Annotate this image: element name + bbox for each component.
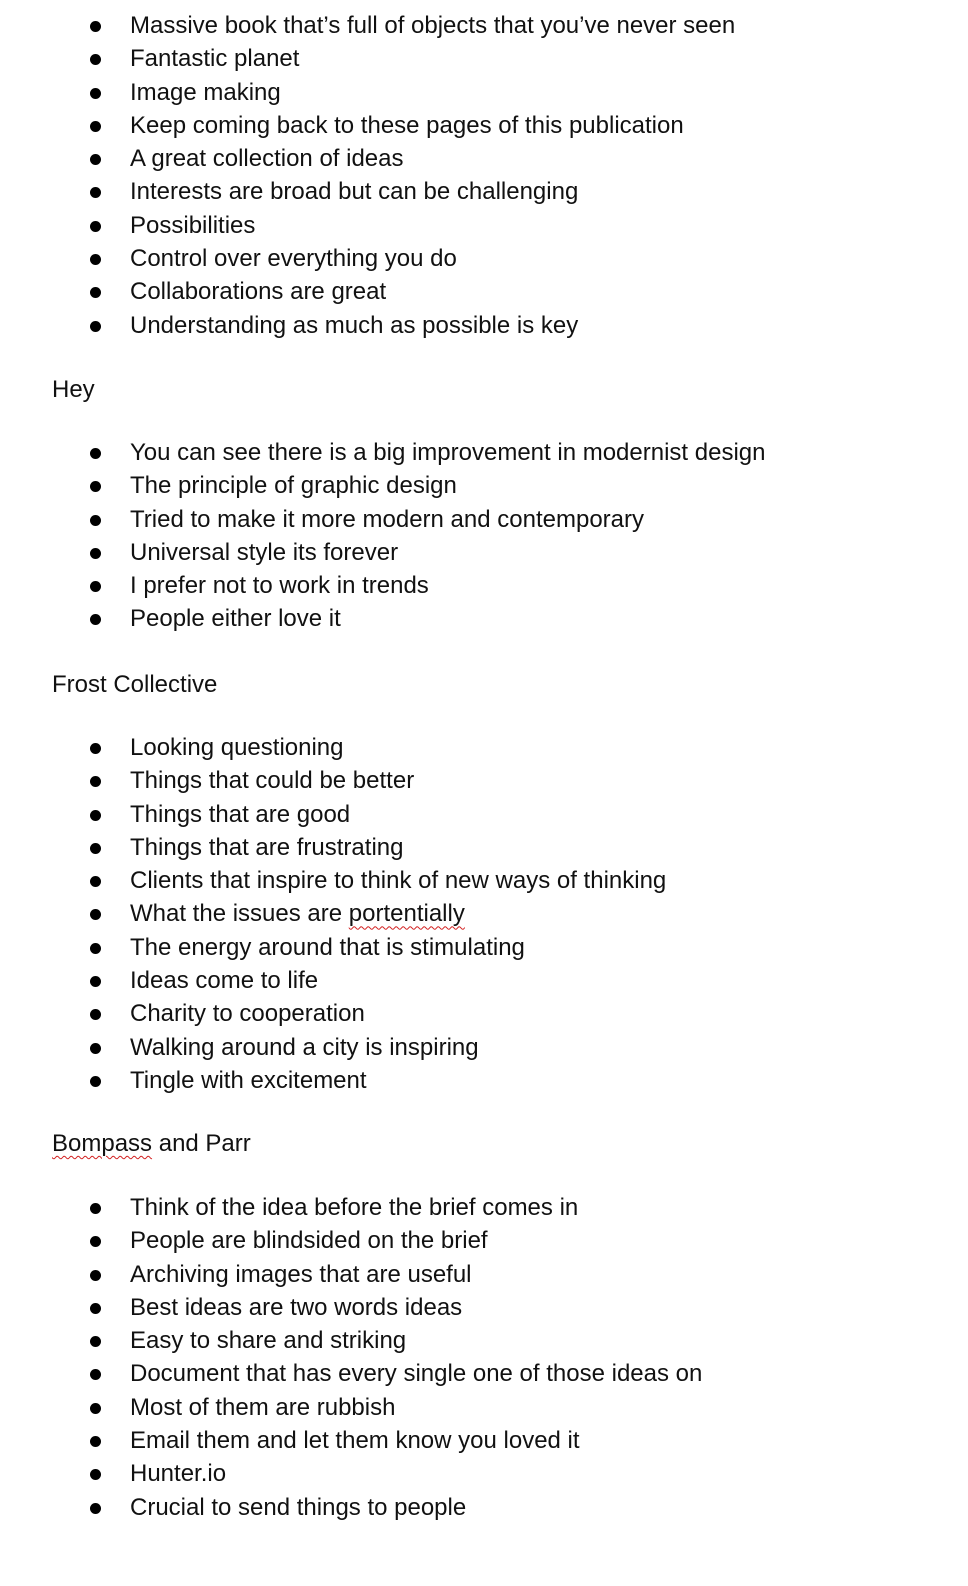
list-item-text: Easy to share and striking: [130, 1327, 407, 1355]
section-heading-hey: Hey: [52, 376, 95, 403]
list-item: [0, 1391, 968, 1424]
list-item: [0, 602, 968, 635]
bullet-icon: [90, 321, 101, 332]
list-item: [0, 1491, 968, 1524]
list-item: [0, 1291, 968, 1324]
bullet-icon: [90, 21, 101, 32]
list-item: [0, 831, 968, 864]
list-item-text: Charity to cooperation: [130, 1000, 365, 1028]
bullet-icon: [90, 54, 101, 65]
list-item-text: Walking around a city is inspiring: [130, 1033, 479, 1061]
list-item: [0, 1324, 968, 1357]
list-item: [0, 436, 968, 469]
list-item: [0, 864, 968, 897]
list-item-text: Collaborations are great: [130, 278, 387, 306]
list-item-text: Things that are frustrating: [130, 833, 404, 861]
list-item-text: The principle of graphic design: [130, 472, 457, 500]
list-item-text: Control over everything you do: [130, 245, 457, 273]
bullet-icon: [90, 1203, 101, 1214]
bullet-icon: [90, 1043, 101, 1054]
list-item: [0, 1457, 968, 1490]
list-item-text: Document that has every single one of those ideas on: [130, 1360, 703, 1388]
list-item: [0, 931, 968, 964]
bullet-icon: [90, 1236, 101, 1247]
bullet-icon: [90, 1469, 101, 1480]
list-item-text: Tingle with excitement: [130, 1066, 367, 1094]
list-item-text: Things that could be better: [130, 767, 415, 795]
bullet-icon: [90, 121, 101, 132]
list-item: [0, 309, 968, 342]
list-item-text: Most of them are rubbish: [130, 1393, 396, 1421]
bullet-icon: [90, 221, 101, 232]
list-item: [0, 76, 968, 109]
list-item-text: Interests are broad but can be challenging: [130, 178, 579, 206]
bullet-icon: [90, 287, 101, 298]
bullet-icon: [90, 515, 101, 526]
list-item-text: Email them and let them know you loved it: [130, 1427, 580, 1455]
list-item: [0, 9, 968, 42]
bullet-icon: [90, 1076, 101, 1087]
bullet-icon: [90, 1270, 101, 1281]
list-item: [0, 897, 968, 930]
list-item: [0, 275, 968, 308]
list-item: [0, 209, 968, 242]
list-item-text: Archiving images that are useful: [130, 1260, 472, 1288]
list-item: [0, 242, 968, 275]
bullet-icon: [90, 843, 101, 854]
bullet-icon: [90, 187, 101, 198]
bullet-icon: [90, 1369, 101, 1380]
list-item-text: Ideas come to life: [130, 967, 319, 995]
list-item-text: People are blindsided on the brief: [130, 1227, 488, 1255]
bullet-icon: [90, 581, 101, 592]
section-heading-frost-collective: Frost Collective: [52, 671, 218, 698]
bullet-icon: [90, 481, 101, 492]
list-item-text: Universal style its forever: [130, 538, 399, 566]
list-item-text: Tried to make it more modern and contemporary: [130, 505, 644, 533]
list-item: [0, 1424, 968, 1457]
list-item: [0, 964, 968, 997]
list-item: [0, 764, 968, 797]
list-item-text: The energy around that is stimulating: [130, 933, 525, 961]
bullet-icon: [90, 976, 101, 987]
list-item: [0, 569, 968, 602]
list-item-text: Understanding as much as possible is key: [130, 311, 579, 339]
bullet-icon: [90, 448, 101, 459]
list-item-text: Possibilities: [130, 211, 256, 239]
bullet-icon: [90, 943, 101, 954]
bullet-icon: [90, 810, 101, 821]
bullet-icon: [90, 1336, 101, 1347]
list-item: [0, 997, 968, 1030]
list-item-text: Hunter.io: [130, 1460, 227, 1488]
list-item: [0, 175, 968, 208]
list-item-text: A great collection of ideas: [130, 145, 404, 173]
list-item-text: Think of the idea before the brief comes in: [130, 1194, 579, 1221]
list-item-text: You can see there is a big improvement in modernist design: [130, 439, 766, 466]
list-item: [0, 731, 968, 764]
bullet-icon: [90, 909, 101, 920]
list-item-text: I prefer not to work in trends: [130, 572, 429, 600]
bullet-icon: [90, 548, 101, 559]
bullet-icon: [90, 254, 101, 265]
list-item: [0, 109, 968, 142]
list-item-text: Image making: [130, 78, 281, 106]
list-item: [0, 1191, 968, 1224]
bullet-icon: [90, 88, 101, 99]
list-item-text: People either love it: [130, 605, 341, 633]
bullet-icon: [90, 1403, 101, 1414]
list-item-text: Things that are good: [130, 800, 351, 828]
list-item-text: Crucial to send things to people: [130, 1493, 467, 1521]
list-item-text: Best ideas are two words ideas: [130, 1293, 463, 1321]
list-item: [0, 536, 968, 569]
list-item: [0, 42, 968, 75]
list-item: [0, 469, 968, 502]
spelling-error-word[interactable]: Bompass: [52, 1130, 153, 1157]
bullet-list-hey: [0, 436, 968, 636]
list-item: [0, 1064, 968, 1097]
bullet-list-frost-collective: [0, 731, 968, 1097]
list-item: [0, 503, 968, 536]
bullet-icon: [90, 1303, 101, 1314]
bullet-list-intro: [0, 9, 968, 342]
list-item: [0, 1224, 968, 1257]
bullet-icon: [90, 876, 101, 887]
bullet-icon: [90, 776, 101, 787]
list-item-text: Keep coming back to these pages of this publication: [130, 111, 684, 139]
list-item-text: Massive book that’s full of objects that you’ve never seen: [130, 12, 736, 39]
list-item: [0, 1258, 968, 1291]
list-item-text: Looking questioning: [130, 734, 344, 761]
list-item-text: Clients that inspire to think of new ways of thinking: [130, 867, 667, 895]
list-item: [0, 798, 968, 831]
bullet-icon: [90, 1436, 101, 1447]
section-heading-bompass-and-parr: [52, 1127, 251, 1160]
list-item: [0, 142, 968, 175]
list-item: [0, 1031, 968, 1064]
bullet-icon: [90, 1503, 101, 1514]
list-item-text: Fantastic planet: [130, 45, 300, 73]
list-item: [0, 1357, 968, 1390]
list-item-text: What the issues are: [130, 900, 343, 928]
bullet-icon: [90, 614, 101, 625]
spelling-error-word[interactable]: portentially: [348, 900, 465, 928]
bullet-icon: [90, 1009, 101, 1020]
bullet-icon: [90, 743, 101, 754]
bullet-icon: [90, 154, 101, 165]
heading-text: and Parr: [152, 1130, 251, 1157]
bullet-list-bompass-and-parr: [0, 1191, 968, 1524]
